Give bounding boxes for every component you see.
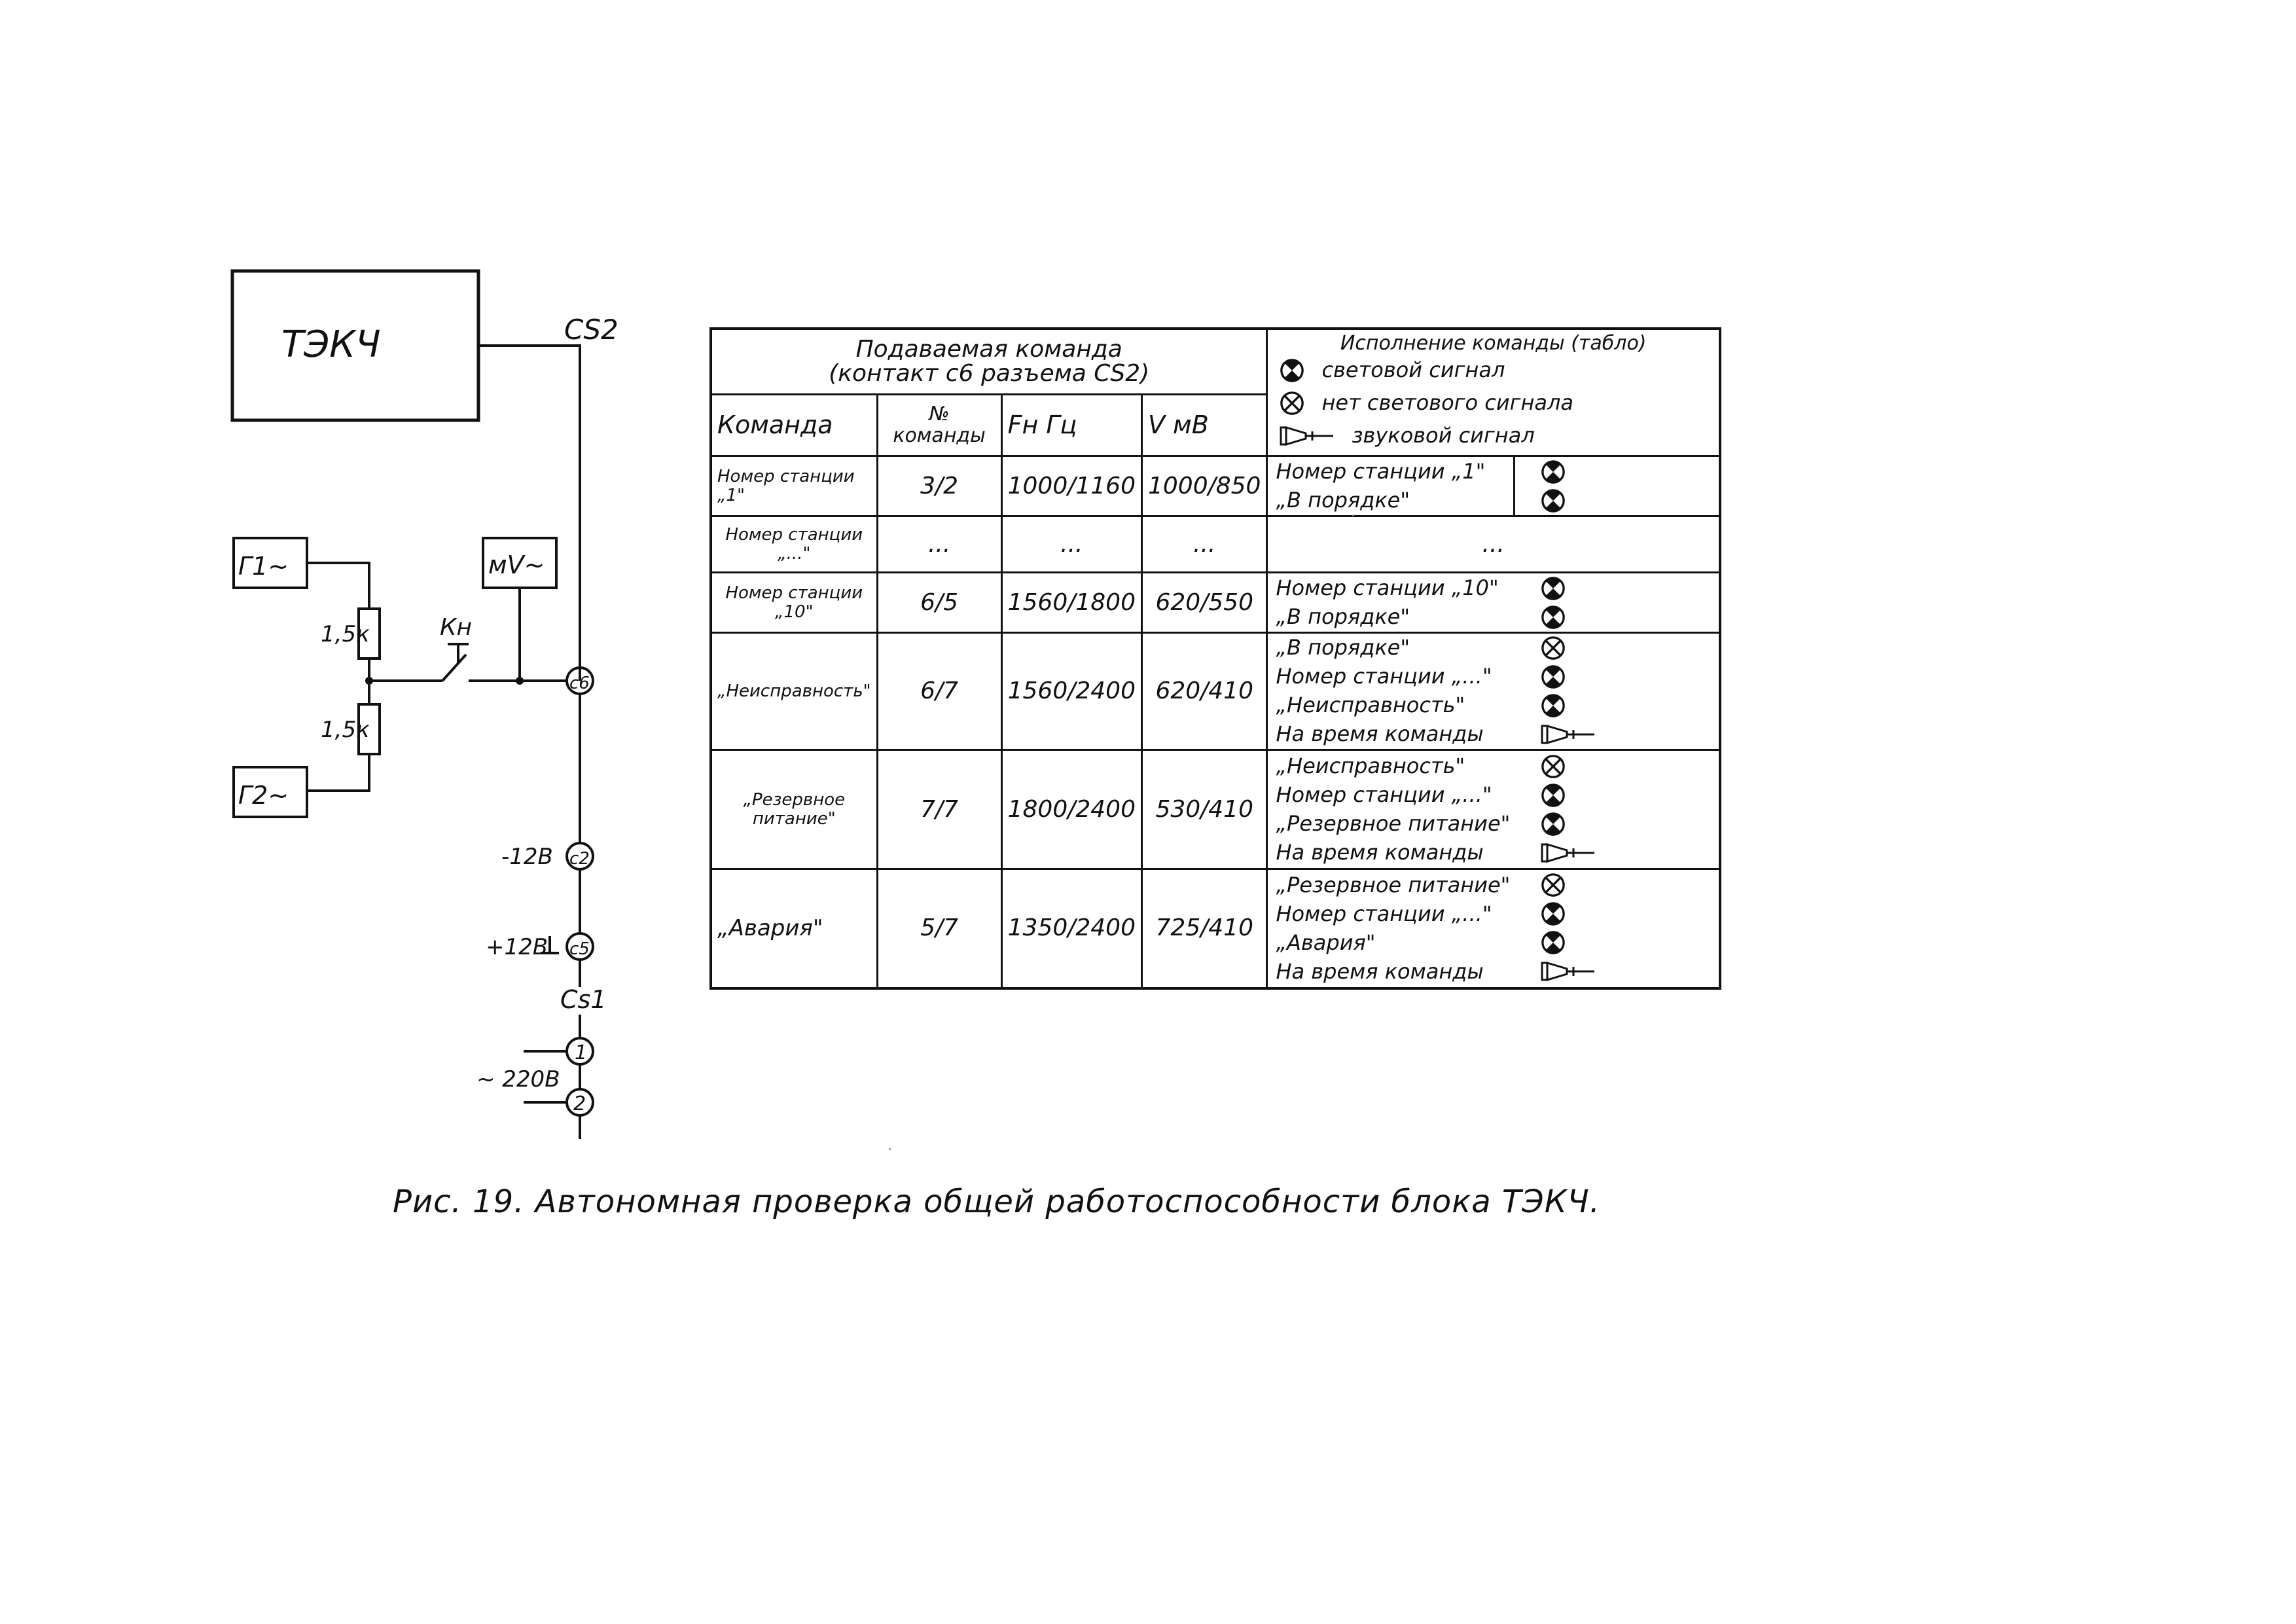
cs2-label: СS2 — [564, 314, 619, 346]
row-frequency: 1800/2400 — [1001, 750, 1141, 869]
execution-line — [1268, 752, 1719, 781]
lamp-on-icon — [1541, 576, 1566, 601]
lamp-on-icon — [1541, 812, 1566, 837]
execution-indicator — [1541, 664, 1566, 689]
execution-indicator — [1541, 605, 1566, 630]
lamp-on-icon — [1541, 460, 1566, 484]
command-group-title: Подаваемая команда — [855, 335, 1122, 363]
command-group-subtitle: (контакт с6 разъема СS2) — [829, 360, 1150, 388]
contact-pin-1-label: 1 — [575, 1041, 588, 1064]
millivoltmeter-label: мV~ — [488, 550, 545, 579]
contact-c6-label: c6 — [569, 674, 590, 693]
execution-line — [1268, 720, 1719, 749]
row-number: 6/5 — [877, 573, 1001, 633]
execution-line — [1268, 662, 1719, 691]
scan-speck — [889, 1148, 891, 1150]
table-row — [711, 516, 1720, 573]
execution-text: Номер станции „..." — [1276, 783, 1492, 807]
row-voltage: 530/410 — [1141, 750, 1266, 869]
lamp-on-icon — [1541, 901, 1566, 926]
g1-wire — [307, 563, 369, 609]
row-number: 3/2 — [877, 456, 1001, 516]
lamp-off-icon — [1541, 873, 1566, 897]
col-command-header: Команда — [711, 394, 877, 456]
horn-icon — [1280, 425, 1335, 447]
row-voltage: ... — [1141, 516, 1266, 573]
button-contact — [442, 655, 466, 681]
horn-icon — [1541, 723, 1596, 746]
execution-indicator — [1541, 812, 1566, 837]
row-execution — [1267, 869, 1720, 988]
row-frequency: 1560/2400 — [1001, 633, 1141, 750]
row-execution — [1267, 750, 1720, 869]
row-number: 6/7 — [877, 633, 1001, 750]
row-frequency: 1350/2400 — [1001, 869, 1141, 988]
horn-icon — [1541, 842, 1596, 864]
execution-indicator — [1541, 842, 1596, 864]
execution-indicator — [1541, 460, 1566, 484]
execution-text: „Неисправность" — [1276, 754, 1465, 778]
lamp-on-icon — [1541, 488, 1566, 513]
execution-line — [1268, 691, 1719, 720]
execution-indicator — [1541, 930, 1566, 955]
contact-c5-label: c5 — [569, 939, 590, 959]
execution-line — [1268, 603, 1719, 632]
legend-sound — [1280, 420, 1707, 452]
execution-line — [1268, 839, 1719, 867]
row-execution — [1267, 633, 1720, 750]
execution-text: Номер станции „10" — [1276, 576, 1499, 600]
cs2-wire — [478, 346, 580, 681]
row-command: „Неисправность" — [711, 633, 877, 750]
minus-12v-label: -12В — [501, 844, 553, 870]
row-voltage: 725/410 — [1141, 869, 1266, 988]
execution-indicator — [1541, 723, 1596, 746]
legend-light-off — [1280, 387, 1707, 420]
legend-sound-text: звуковой сигнал — [1352, 423, 1535, 448]
lamp-on-icon — [1541, 930, 1566, 955]
execution-line — [1268, 781, 1719, 810]
row-frequency: ... — [1001, 516, 1141, 573]
execution-indicator — [1541, 783, 1566, 808]
row-voltage: 620/550 — [1141, 573, 1266, 633]
cs1-label: Сs1 — [560, 985, 607, 1014]
execution-line — [1268, 957, 1719, 986]
execution-text: На время команды — [1276, 840, 1484, 865]
lamp-on-icon — [1280, 358, 1304, 383]
execution-text: Номер станции „..." — [1276, 902, 1492, 926]
legend-light-off-text: нет светового сигнала — [1321, 390, 1574, 416]
execution-indicator — [1541, 693, 1566, 718]
table-row — [711, 456, 1720, 516]
scan-speck — [1352, 514, 1354, 516]
button-label: Кн — [440, 614, 473, 641]
row-execution — [1267, 456, 1720, 516]
row-command: „Резервное питание" — [711, 750, 877, 869]
tekch-label: ТЭКЧ — [281, 323, 381, 366]
resistor-bottom-label: 1,5к — [321, 717, 370, 743]
execution-text: На время команды — [1276, 723, 1484, 746]
legend-light-on-text: световой сигнал — [1321, 357, 1505, 383]
row-number: 5/7 — [877, 869, 1001, 988]
resistor-top-label: 1,5к — [321, 621, 370, 647]
generator-2-label: Г2~ — [238, 781, 289, 810]
figure-caption: Рис. 19. Автономная проверка общей работоспособности блока ТЭКЧ. — [393, 1183, 1600, 1220]
row-execution: ... — [1267, 516, 1720, 573]
legend-cell — [1267, 329, 1720, 456]
execution-text: „В порядке" — [1276, 605, 1410, 629]
execution-line — [1268, 634, 1719, 662]
execution-text: На время команды — [1276, 960, 1484, 983]
execution-line — [1268, 871, 1719, 899]
contact-c2-label: c2 — [569, 849, 590, 869]
execution-indicator — [1541, 960, 1596, 983]
legend-light-on — [1280, 354, 1707, 387]
execution-line — [1268, 928, 1719, 957]
lamp-on-icon — [1541, 693, 1566, 718]
mains-220v-label: ~ 220В — [476, 1066, 560, 1092]
table-row — [711, 750, 1720, 869]
col-number-header: № команды — [877, 394, 1001, 456]
row-execution — [1267, 573, 1720, 633]
execution-text: „В порядке" — [1276, 636, 1410, 660]
table-row — [711, 869, 1720, 988]
lamp-off-icon — [1541, 754, 1566, 779]
execution-line — [1268, 458, 1719, 486]
execution-text: Номер станции „..." — [1276, 665, 1492, 689]
generator-1-label: Г1~ — [238, 552, 289, 581]
execution-line — [1268, 574, 1719, 603]
legend-title: Исполнение команды (табло) — [1340, 332, 1647, 355]
lamp-on-icon — [1541, 664, 1566, 689]
command-table — [709, 327, 1721, 990]
row-voltage: 1000/850 — [1141, 456, 1266, 516]
execution-text: Номер станции „1" — [1276, 460, 1486, 484]
table-row — [711, 573, 1720, 633]
execution-text: „Неисправность" — [1276, 694, 1465, 717]
execution-indicator — [1541, 754, 1566, 779]
table-row — [711, 633, 1720, 750]
g2-wire — [307, 754, 369, 791]
execution-text: „В порядке" — [1276, 488, 1410, 513]
lamp-on-icon — [1541, 783, 1566, 808]
execution-text: „Резервное питание" — [1276, 812, 1511, 836]
execution-divider — [1513, 457, 1515, 515]
execution-indicator — [1541, 873, 1566, 897]
execution-indicator — [1541, 576, 1566, 601]
execution-line — [1268, 810, 1719, 839]
contact-pin-2-label: 2 — [573, 1092, 586, 1115]
lamp-off-icon — [1541, 636, 1566, 660]
execution-indicator — [1541, 488, 1566, 513]
row-number: ... — [877, 516, 1001, 573]
col-frequency-header: Fн Гц — [1001, 394, 1141, 456]
row-command: Номер станции „..." — [711, 516, 877, 573]
execution-text: „Резервное питание" — [1276, 873, 1511, 897]
row-frequency: 1560/1800 — [1001, 573, 1141, 633]
execution-line — [1268, 899, 1719, 928]
col-voltage-header: V мВ — [1141, 394, 1266, 456]
row-frequency: 1000/1160 — [1001, 456, 1141, 516]
row-command: „Авария" — [711, 869, 877, 988]
horn-icon — [1541, 960, 1596, 983]
execution-line — [1268, 486, 1719, 515]
execution-indicator — [1541, 901, 1566, 926]
plus-12v-label: +12В — [486, 934, 548, 960]
execution-text: „Авария" — [1276, 931, 1376, 954]
row-voltage: 620/410 — [1141, 633, 1266, 750]
lamp-on-icon — [1541, 605, 1566, 630]
execution-indicator — [1541, 636, 1566, 660]
command-group-header — [711, 329, 1267, 394]
row-command: Номер станции „10" — [711, 573, 877, 633]
lamp-off-icon — [1280, 391, 1304, 416]
row-number: 7/7 — [877, 750, 1001, 869]
row-command: Номер станции „1" — [711, 456, 877, 516]
